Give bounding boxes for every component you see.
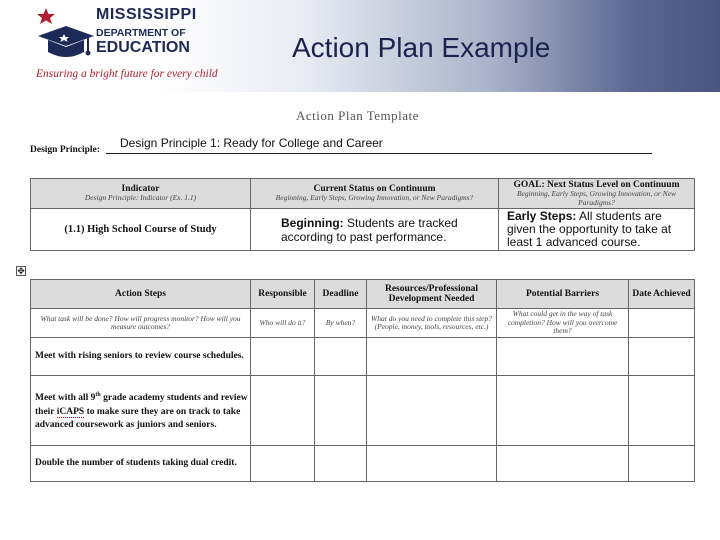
resources-cell[interactable] [367, 376, 497, 446]
responsible-cell[interactable] [251, 376, 315, 446]
current-status-cell[interactable] [251, 209, 499, 251]
responsible-header: Responsible [251, 280, 315, 309]
resources-cell[interactable] [367, 446, 497, 482]
action-step-cell[interactable]: Meet with rising seniors to review course schedules. [31, 338, 251, 376]
step-term: iCAPS [56, 406, 85, 417]
action-prompt-row [31, 309, 695, 338]
deadline-cell[interactable] [315, 376, 367, 446]
action-step-cell[interactable]: Double the number of students taking dual credit. [31, 446, 251, 482]
header-title: GOAL: Next Status Level on Continuum [513, 180, 680, 190]
table-row [31, 338, 695, 376]
date-achieved-cell[interactable] [629, 338, 695, 376]
header-banner [0, 0, 720, 92]
logo-tagline: Ensuring a bright future for every child [36, 68, 218, 80]
current-status-header [251, 179, 499, 209]
deadline-header: Deadline [315, 280, 367, 309]
date-achieved-cell[interactable] [629, 376, 695, 446]
logo-text-department: DEPARTMENT OF [96, 27, 186, 39]
barriers-header: Potential Barriers [497, 280, 629, 309]
resources-cell[interactable] [367, 338, 497, 376]
step-superscript: th [95, 392, 101, 399]
responsible-cell[interactable] [251, 338, 315, 376]
deadline-cell[interactable] [315, 338, 367, 376]
action-header-row [31, 280, 695, 309]
action-step-cell[interactable] [31, 376, 251, 446]
design-principle-underline [106, 153, 652, 154]
logo-text-state: MISSISSIPPI [96, 6, 197, 23]
current-status-level: Beginning: [281, 215, 344, 230]
responsible-prompt: Who will do it? [251, 309, 315, 338]
header-title: Indicator [121, 184, 160, 195]
step-text: Meet with all 9 [35, 393, 96, 404]
date-achieved-cell[interactable] [629, 446, 695, 482]
design-principle-value[interactable]: Design Principle 1: Ready for College and Career [120, 136, 383, 150]
indicator-table [30, 178, 695, 251]
indicator-cell[interactable]: (1.1) High School Course of Study [31, 209, 251, 251]
indicator-header [31, 179, 251, 209]
logo-text-education: EDUCATION [96, 39, 190, 56]
current-status-text: Students are tracked according to past performance. [281, 215, 458, 244]
action-steps-prompt: What task will be done? How will progress monitor? How will you measure outcomes? [31, 309, 251, 338]
header-subtitle: Beginning, Early Steps, Growing Innovation, or New Paradigms? [275, 193, 474, 203]
deadline-cell[interactable] [315, 446, 367, 482]
date-achieved-prompt [629, 309, 695, 338]
goal-cell[interactable] [499, 209, 695, 251]
barriers-cell[interactable] [497, 376, 629, 446]
header-subtitle: Beginning, Early Steps, Growing Innovation, or New Paradigms? [516, 189, 677, 207]
resources-prompt: What do you need to complete this step? (People, money, tools, resources, etc.) [367, 309, 497, 338]
mde-logo [34, 6, 218, 84]
goal-header [499, 179, 695, 209]
barriers-prompt: What could get in the way of task completion? How will you overcome them? [497, 309, 629, 338]
template-title: Action Plan Template [296, 108, 419, 123]
resources-header: Resources/Professional Development Needed [367, 280, 497, 309]
responsible-cell[interactable] [251, 446, 315, 482]
goal-text: All students are given the opportunity to take at least 1 advanced course. [507, 209, 672, 249]
slide-title: Action Plan Example [292, 32, 551, 63]
indicator-row [31, 209, 695, 251]
barriers-cell[interactable] [497, 446, 629, 482]
date-achieved-header: Date Achieved [629, 280, 695, 309]
graduation-cap-star-icon [34, 6, 94, 64]
action-steps-table [30, 279, 695, 482]
step-text: to make sure they are on track to take advanced coursework as juniors and seniors. [35, 406, 241, 430]
goal-level: Early Steps: [507, 209, 577, 223]
table-row [31, 376, 695, 446]
deadline-prompt: By when? [315, 309, 367, 338]
table-row [31, 446, 695, 482]
action-steps-header: Action Steps [31, 280, 251, 309]
table-move-handle-icon[interactable]: ✥ [17, 266, 25, 276]
step-text: grade academy students and review their [35, 393, 248, 417]
design-principle-label: Design Principle: [30, 145, 100, 155]
header-subtitle: Design Principle: Indicator (Ex. 1.1) [84, 193, 197, 203]
header-title: Current Status on Continuum [313, 184, 436, 195]
indicator-header-row [31, 179, 695, 209]
barriers-cell[interactable] [497, 338, 629, 376]
